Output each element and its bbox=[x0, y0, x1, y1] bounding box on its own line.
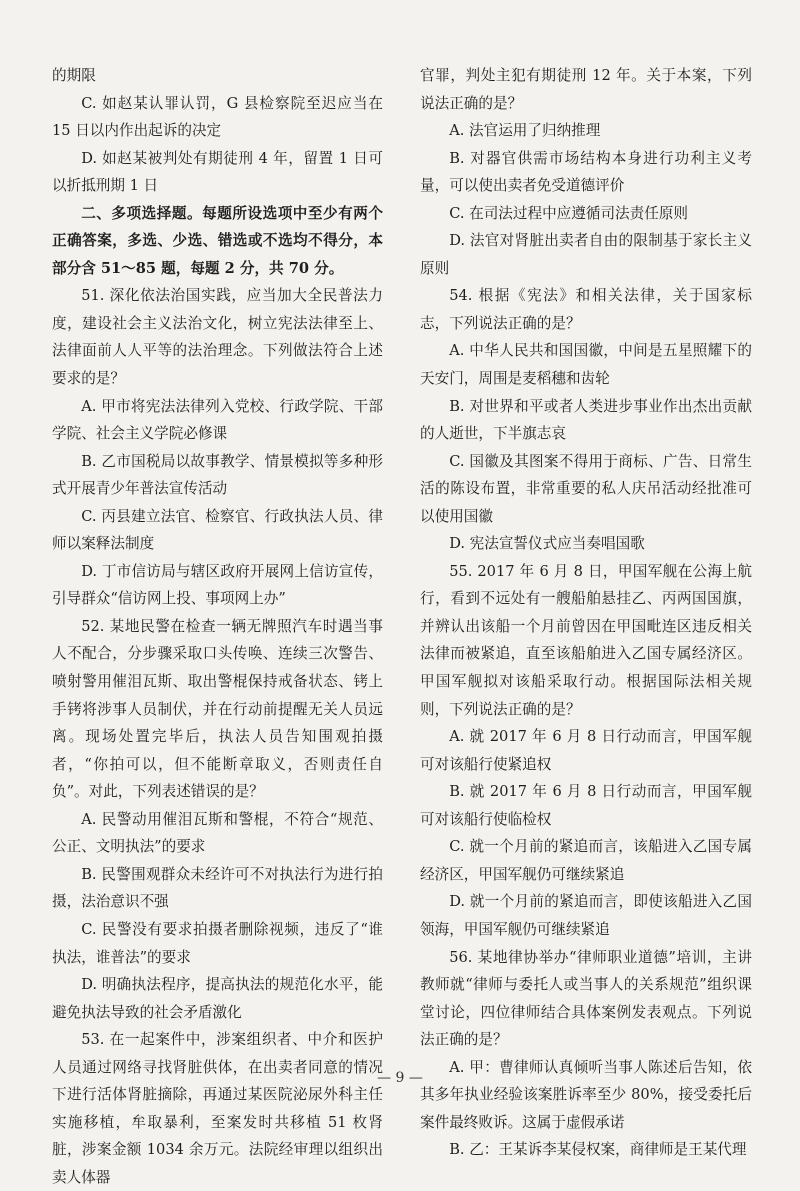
left-column bbox=[52, 62, 383, 1191]
right-paragraph: D. 法官对肾脏出卖者自由的限制基于家长主义原则 bbox=[420, 232, 752, 277]
left-paragraph: D. 明确执法程序，提高执法的规范化水平，能避免执法导致的社会矛盾激化 bbox=[52, 976, 383, 1021]
left-paragraph: C. 如赵某认罪认罚，G 县检察院至迟应当在 15 日以内作出起诉的决定 bbox=[52, 94, 383, 140]
right-paragraph: B. 对器官供需市场结构本身进行功利主义考量，可以使出卖者免受道德评价 bbox=[420, 149, 752, 195]
left-paragraph: 二、多项选择题。每题所设选项中至少有两个正确答案，多选、少选、错选或不选均不得分，本部分含 51～85 题，每题 2 分，共 70 分。 bbox=[52, 204, 383, 277]
right-paragraph: C. 国徽及其图案不得用于商标、广告、日常生活的陈设布置，非常重要的私人庆吊活动经批准可以使用国徽 bbox=[420, 452, 752, 525]
right-paragraph: C. 就一个月前的紧追而言，该船进入乙国专属经济区，甲国军舰仍可继续紧追 bbox=[420, 838, 752, 883]
left-paragraph: B. 乙市国税局以故事教学、情景模拟等多种形式开展青少年普法宣传活动 bbox=[52, 452, 383, 498]
right-paragraph: B. 对世界和平或者人类进步事业作出杰出贡献的人逝世，下半旗志哀 bbox=[420, 397, 752, 443]
right-paragraph: A. 法官运用了归纳推理 bbox=[449, 122, 601, 140]
left-paragraph: 51. 深化依法治国实践，应当加大全民普法力度，建设社会主义法治文化，树立宪法法律至上、法律面前人人平等的法治理念。下列做法符合上述要求的是？ bbox=[52, 287, 383, 388]
left-paragraph: 53. 在一起案件中，涉案组织者、中介和医护人员通过网络寻找肾脏供体，在出卖者同意的情况下进行活体肾脏摘除，再通过某医院泌尿外科主任实施移植，牟取暴利，至案发时共移植 51 枚肾脏，涉案金额 1034 余万元。法院经审理以组织出卖人体器 bbox=[52, 1031, 383, 1186]
right-paragraph: C. 在司法过程中应遵循司法责任原则 bbox=[449, 204, 689, 222]
right-paragraph: 54. 根据《宪法》和相关法律，关于国家标志，下列说法正确的是？ bbox=[420, 287, 752, 332]
left-paragraph: C. 民警没有要求拍摄者删除视频，违反了“谁执法，谁普法”的要求 bbox=[52, 920, 383, 966]
left-paragraph: D. 如赵某被判处有期徒刑 4 年，留置 1 日可以折抵刑期 1 日 bbox=[52, 149, 383, 195]
left-paragraph: A. 甲市将宪法法律列入党校、行政学院、干部学院、社会主义学院必修课 bbox=[52, 397, 383, 443]
right-paragraph: 官罪，判处主犯有期徒刑 12 年。关于本案，下列说法正确的是？ bbox=[420, 67, 752, 112]
right-paragraph: A. 中华人民共和国国徽，中间是五星照耀下的天安门，周围是麦稻穗和齿轮 bbox=[420, 342, 752, 388]
page-number: — 9 — bbox=[377, 1070, 423, 1086]
left-paragraph: B. 民警围观群众未经许可不对执法行为进行拍摄，法治意识不强 bbox=[52, 865, 383, 911]
right-column bbox=[420, 62, 752, 1164]
left-paragraph: A. 民警动用催泪瓦斯和警棍，不符合“规范、公正、文明执法”的要求 bbox=[52, 810, 383, 856]
right-paragraph: B. 乙：王某诉李某侵权案，商律师是王某代理 bbox=[449, 1141, 747, 1159]
right-paragraph: B. 就 2017 年 6 月 8 日行动而言，甲国军舰可对该船行使临检权 bbox=[420, 783, 752, 828]
right-paragraph: D. 宪法宣誓仪式应当奏唱国歌 bbox=[449, 535, 645, 553]
right-paragraph: 55. 2017 年 6 月 8 日，甲国军舰在公海上航行，看到不远处有一艘船舶悬挂乙、丙两国国旗，并辨认出该船一个月前曾因在甲国毗连区违反相关法律而被紧追，直至该船舶进入乙国专属经济区。甲国军舰拟对该船采取行动。根据国际法相关规则，下列说法正确的是？ bbox=[420, 562, 752, 718]
right-paragraph: D. 就一个月前的紧追而言，即使该船进入乙国领海，甲国军舰仍可继续紧追 bbox=[420, 893, 752, 938]
right-paragraph: A. 就 2017 年 6 月 8 日行动而言，甲国军舰可对该船行使紧追权 bbox=[420, 728, 752, 773]
right-paragraph: 56. 某地律协举办“律师职业道德”培训，主讲教师就“律师与委托人或当事人的关系规范”组织课堂讨论，四位律师结合具体案例发表观点。下列说法正确的是？ bbox=[420, 948, 752, 1049]
right-paragraph: A. 甲：曹律师认真倾听当事人陈述后告知，依其多年执业经验该案胜诉率至少 80%，接受委托后案件最终败诉。这属于虚假承诺 bbox=[420, 1058, 752, 1131]
left-paragraph: D. 丁市信访局与辖区政府开展网上信访宣传，引导群众“信访网上投、事项网上办” bbox=[52, 562, 383, 608]
left-paragraph: 的期限 bbox=[52, 67, 96, 84]
left-paragraph: C. 丙县建立法官、检察官、行政执法人员、律师以案释法制度 bbox=[52, 507, 383, 553]
left-paragraph: 52. 某地民警在检查一辆无牌照汽车时遇当事人不配合，分步骤采取口头传唤、连续三次警告、喷射警用催泪瓦斯、取出警棍保持戒备状态、铐上手铐将涉事人员制伏，并在行动前提醒无关人员远离。现场处置完毕后，执法人员告知围观拍摄者，“你拍可以，但不能断章取义，否则责任自负”。对此，下列表述错误的是？ bbox=[52, 617, 383, 801]
